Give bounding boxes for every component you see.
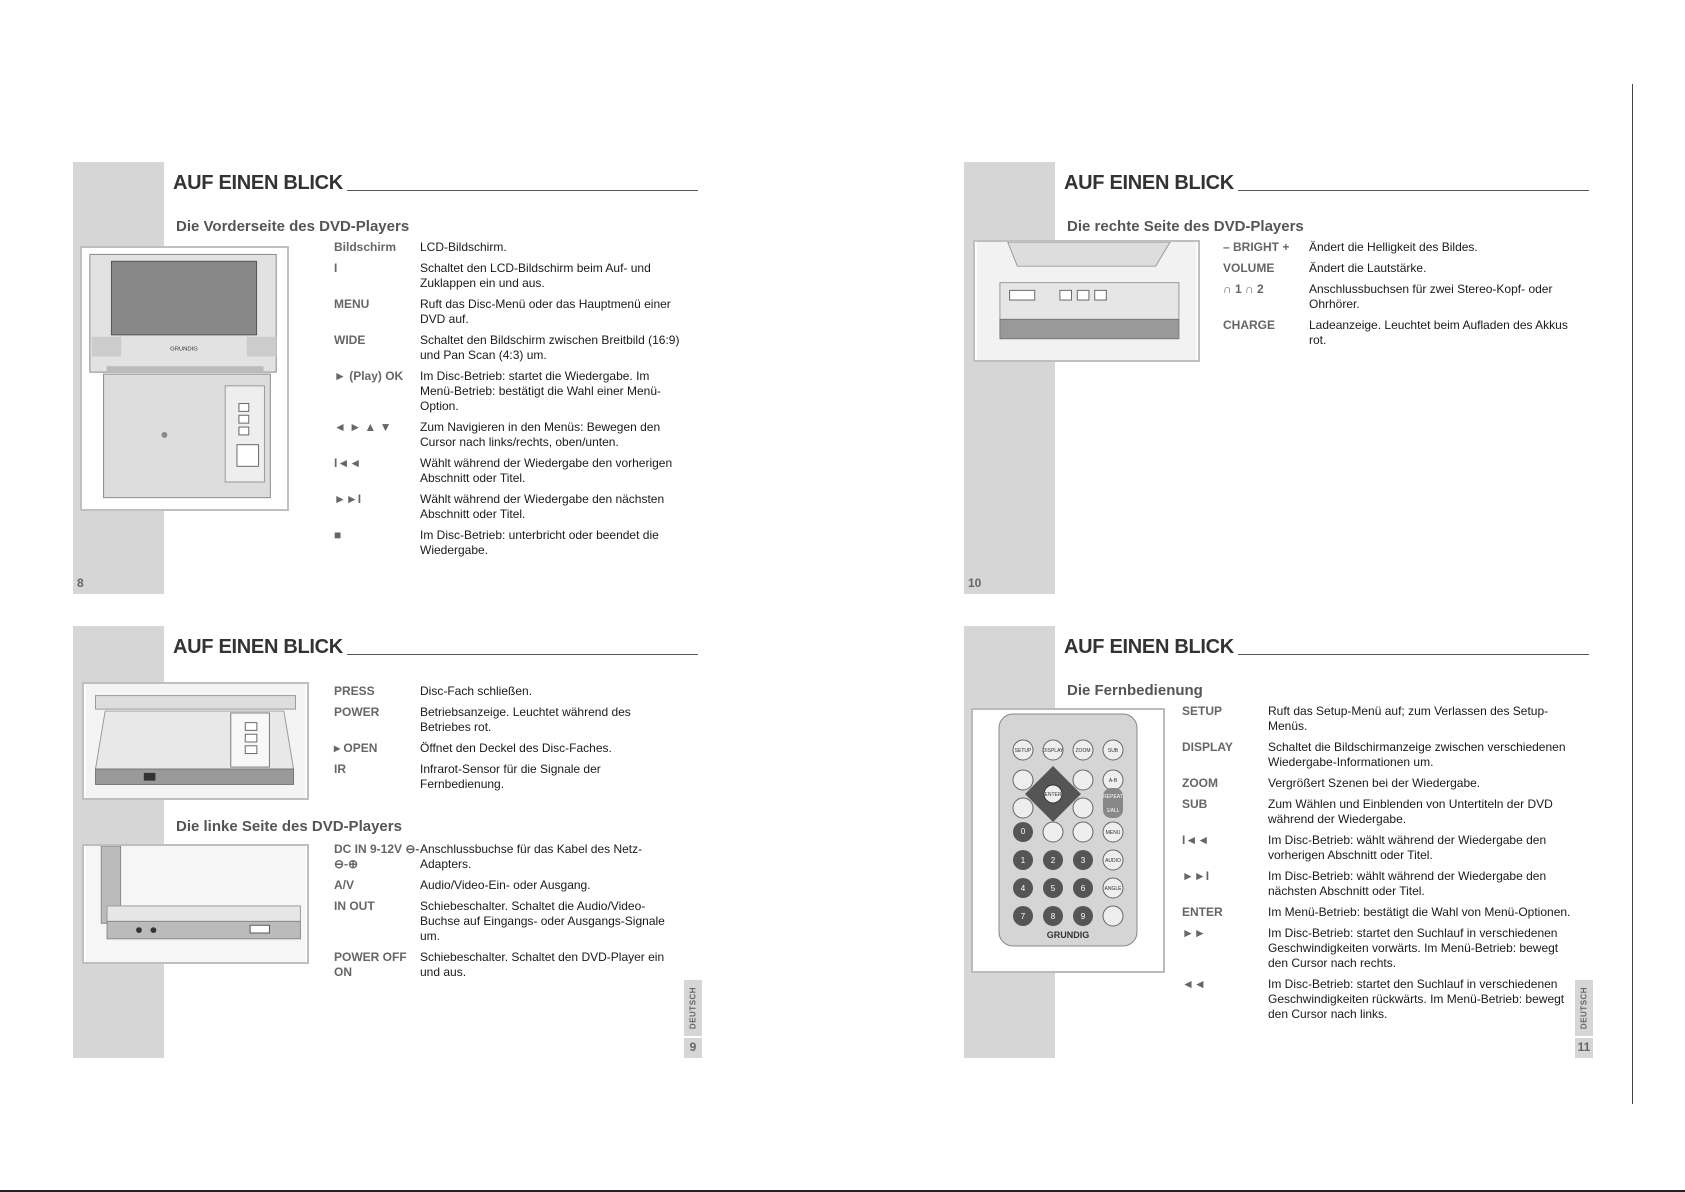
item-key: I◄◄	[1182, 833, 1210, 847]
item-key: DISPLAY	[1182, 740, 1233, 754]
item-key: POWER	[334, 705, 380, 719]
spread-divider	[1632, 84, 1633, 1104]
svg-text:GRUNDIG: GRUNDIG	[170, 346, 198, 353]
list-item	[334, 492, 680, 522]
page-10	[964, 162, 1593, 594]
section-subtitle: Die linke Seite des DVD-Players	[176, 818, 402, 835]
dvd-player-top-illustration	[84, 684, 307, 798]
item-description: Ruft das Setup-Menü auf; zum Verlassen des Setup-Menüs.	[1268, 704, 1549, 733]
item-description: Schaltet den LCD-Bildschirm beim Auf- und Zuklappen ein und aus.	[420, 261, 651, 290]
description-list	[334, 684, 680, 798]
page-heading	[173, 636, 698, 659]
left-side-figure	[82, 844, 309, 964]
svg-text:ENTER: ENTER	[1044, 792, 1062, 798]
section-subtitle: Die rechte Seite des DVD-Players	[1067, 218, 1304, 235]
svg-text:ZOOM: ZOOM	[1075, 748, 1091, 754]
item-description: Ruft das Disc-Menü oder das Hauptmenü einer DVD auf.	[420, 297, 671, 326]
page-title: AUF EINEN BLICK	[1064, 172, 1234, 194]
description-list	[1182, 704, 1571, 1028]
page-title: AUF EINEN BLICK	[173, 172, 343, 194]
list-item	[1182, 869, 1571, 899]
page-8	[73, 162, 702, 594]
item-key: SETUP	[1182, 704, 1223, 718]
item-key: PRESS	[334, 684, 375, 698]
list-item	[334, 333, 680, 363]
item-key: IR	[334, 762, 346, 776]
dvd-player-front-illustration	[82, 248, 287, 509]
page-heading	[1064, 636, 1589, 659]
item-description: Infrarot-Sensor für die Signale der Fernbedienung.	[420, 762, 601, 791]
item-description: Im Disc-Betrieb: wählt während der Wiedergabe den nächsten Abschnitt oder Titel.	[1268, 869, 1547, 898]
item-description: Audio/Video-Ein- oder Ausgang.	[420, 878, 591, 892]
page-number: 8	[77, 576, 84, 590]
item-key: ► (Play) OK	[334, 369, 404, 383]
right-side-figure	[973, 240, 1200, 362]
svg-text:1: 1	[1020, 856, 1026, 865]
item-description: Im Disc-Betrieb: wählt während der Wiedergabe den vorherigen Abschnitt oder Titel.	[1268, 833, 1547, 862]
svg-text:SUB: SUB	[1107, 748, 1119, 754]
item-key: Bildschirm	[334, 240, 397, 254]
dvd-player-left-side-illustration	[84, 846, 307, 962]
item-description: Im Disc-Betrieb: startet die Wiedergabe. Im Menü-Betrieb: bestätigt die Wahl einer Menü-Option.	[420, 369, 662, 413]
item-key: ∩ 1 ∩ 2	[1223, 282, 1264, 296]
page-number: 9	[684, 1038, 702, 1058]
list-item	[1182, 704, 1571, 734]
svg-text:ANGLE: ANGLE	[1104, 886, 1122, 892]
heading-rule	[1238, 190, 1589, 191]
item-key: CHARGE	[1223, 318, 1276, 332]
list-item	[334, 705, 680, 735]
page-heading	[1064, 172, 1589, 195]
list-item	[334, 842, 680, 872]
list-item	[334, 456, 680, 486]
item-description: Anschlussbuchsen für zwei Stereo-Kopf- oder Ohrhörer.	[1309, 282, 1553, 311]
page-title: AUF EINEN BLICK	[1064, 636, 1234, 658]
item-description: Schaltet den Bildschirm zwischen Breitbild (16:9) und Pan Scan (4:3) um.	[420, 333, 680, 362]
item-key: ▸ OPEN	[334, 741, 378, 755]
item-key: ■	[334, 528, 342, 542]
section-subtitle: Die Vorderseite des DVD-Players	[176, 218, 410, 235]
item-description: Anschlussbuchse für das Kabel des Netz-Adapters.	[420, 842, 643, 871]
list-item	[1182, 797, 1571, 827]
item-key: VOLUME	[1223, 261, 1275, 275]
list-item	[334, 762, 680, 792]
item-description: Öffnet den Deckel des Disc-Faches.	[420, 741, 612, 755]
item-key: I◄◄	[334, 456, 362, 470]
page-number: 11	[1575, 1038, 1593, 1058]
item-description: Zum Navigieren in den Menüs: Bewegen den Cursor nach links/rechts, oben/unten.	[420, 420, 661, 449]
list-item	[334, 369, 680, 414]
item-description: Ändert die Lautstärke.	[1309, 261, 1427, 275]
remote-control-illustration	[971, 708, 1165, 973]
item-key: I	[334, 261, 338, 275]
list-item	[1182, 776, 1571, 791]
list-item	[334, 297, 680, 327]
list-item	[334, 261, 680, 291]
language-tab: DEUTSCH	[684, 980, 702, 1036]
item-key: ENTER	[1182, 905, 1223, 919]
item-key: ZOOM	[1182, 776, 1218, 790]
item-description: Im Menü-Betrieb: bestätigt die Wahl von Menü-Optionen.	[1268, 905, 1571, 919]
item-description: Schiebeschalter. Schaltet den DVD-Player ein und aus.	[420, 950, 665, 979]
item-key: POWER OFF ON	[334, 950, 407, 979]
item-key: – BRIGHT +	[1223, 240, 1290, 254]
list-item	[334, 899, 680, 944]
item-description: Schiebeschalter. Schaltet die Audio/Video-Buchse auf Eingangs- oder Ausgangs-Signale um.	[420, 899, 665, 943]
description-list	[334, 240, 680, 564]
list-item	[334, 878, 680, 893]
item-key: WIDE	[334, 333, 366, 347]
list-item	[1223, 318, 1571, 348]
section-subtitle: Die Fernbedienung	[1067, 682, 1203, 699]
item-description: Zum Wählen und Einblenden von Untertiteln der DVD während der Wiedergabe.	[1268, 797, 1553, 826]
item-description: Betriebsanzeige. Leuchtet während des Betriebes rot.	[420, 705, 631, 734]
svg-text:GRUNDIG: GRUNDIG	[1046, 930, 1090, 940]
list-item	[1223, 261, 1571, 276]
list-item	[1182, 905, 1571, 920]
item-description: Vergrößert Szenen bei der Wiedergabe.	[1268, 776, 1481, 790]
svg-text:1/ALL: 1/ALL	[1106, 808, 1120, 814]
list-item	[1182, 926, 1571, 971]
item-key: ◄◄	[1182, 977, 1206, 991]
list-item	[1182, 740, 1571, 770]
page-number: 10	[968, 576, 982, 590]
item-description: Im Disc-Betrieb: startet den Suchlauf in verschiedenen Geschwindigkeiten rückwärts. Im Menü-Betrieb: bewegt den Cursor nach links.	[1268, 977, 1565, 1021]
svg-text:8: 8	[1050, 912, 1056, 921]
front-view-figure	[80, 246, 289, 511]
item-description: Ändert die Helligkeit des Bildes.	[1309, 240, 1478, 254]
heading-rule	[347, 654, 698, 655]
svg-text:3: 3	[1080, 856, 1086, 865]
description-list	[334, 842, 680, 986]
svg-text:0: 0	[1020, 827, 1026, 836]
item-key: ►►I	[1182, 869, 1210, 883]
item-description: Wählt während der Wiedergabe den nächsten Abschnitt oder Titel.	[420, 492, 665, 521]
item-description: Ladeanzeige. Leuchtet beim Aufladen des Akkus rot.	[1309, 318, 1568, 347]
svg-text:A-B: A-B	[1108, 778, 1118, 784]
item-description: Im Disc-Betrieb: startet den Suchlauf in verschiedenen Geschwindigkeiten vorwärts. Im Menü-Betrieb: bewegt den Cursor nach rechts.	[1268, 926, 1559, 970]
page-11	[964, 626, 1593, 1058]
item-description: LCD-Bildschirm.	[420, 240, 507, 254]
dvd-player-right-side-illustration	[975, 242, 1198, 360]
heading-rule	[347, 190, 698, 191]
item-key: ►►	[1182, 926, 1206, 940]
page-title: AUF EINEN BLICK	[173, 636, 343, 658]
list-item	[1223, 240, 1571, 255]
top-view-figure	[82, 682, 309, 800]
list-item	[334, 420, 680, 450]
list-item	[334, 950, 680, 980]
page-margin-band	[964, 162, 1055, 594]
list-item	[334, 240, 680, 255]
page-heading	[173, 172, 698, 195]
svg-text:REPEAT: REPEAT	[1103, 794, 1123, 800]
svg-text:2: 2	[1050, 856, 1056, 865]
svg-text:SETUP: SETUP	[1014, 748, 1032, 754]
item-description: Im Disc-Betrieb: unterbricht oder beendet die Wiedergabe.	[420, 528, 659, 557]
svg-text:7: 7	[1020, 912, 1026, 921]
list-item	[1223, 282, 1571, 312]
svg-text:9: 9	[1080, 912, 1086, 921]
list-item	[334, 528, 680, 558]
list-item	[334, 684, 680, 699]
remote-control-figure	[971, 708, 1165, 973]
svg-text:4: 4	[1020, 884, 1026, 893]
item-key: MENU	[334, 297, 370, 311]
svg-text:MENU: MENU	[1105, 830, 1121, 836]
language-tab: DEUTSCH	[1575, 980, 1593, 1036]
item-key: ◄ ► ▲ ▼	[334, 420, 392, 434]
svg-text:5: 5	[1050, 884, 1056, 893]
description-list	[1223, 240, 1571, 354]
list-item	[1182, 977, 1571, 1022]
svg-text:AUDIO: AUDIO	[1105, 858, 1121, 864]
item-description: Schaltet die Bildschirmanzeige zwischen verschiedenen Wiedergabe-Informationen um.	[1268, 740, 1566, 769]
item-key: DC IN 9-12V ⊖-⊖-⊕	[334, 842, 420, 871]
item-description: Disc-Fach schließen.	[420, 684, 533, 698]
list-item	[1182, 833, 1571, 863]
item-key: A/V	[334, 878, 355, 892]
item-key: SUB	[1182, 797, 1208, 811]
heading-rule	[1238, 654, 1589, 655]
page-9	[73, 626, 702, 1058]
svg-text:DISPLAY: DISPLAY	[1042, 748, 1064, 754]
item-description: Wählt während der Wiedergabe den vorherigen Abschnitt oder Titel.	[420, 456, 673, 485]
list-item	[334, 741, 680, 756]
item-key: IN OUT	[334, 899, 375, 913]
item-key: ►►I	[334, 492, 362, 506]
svg-text:6: 6	[1080, 884, 1086, 893]
